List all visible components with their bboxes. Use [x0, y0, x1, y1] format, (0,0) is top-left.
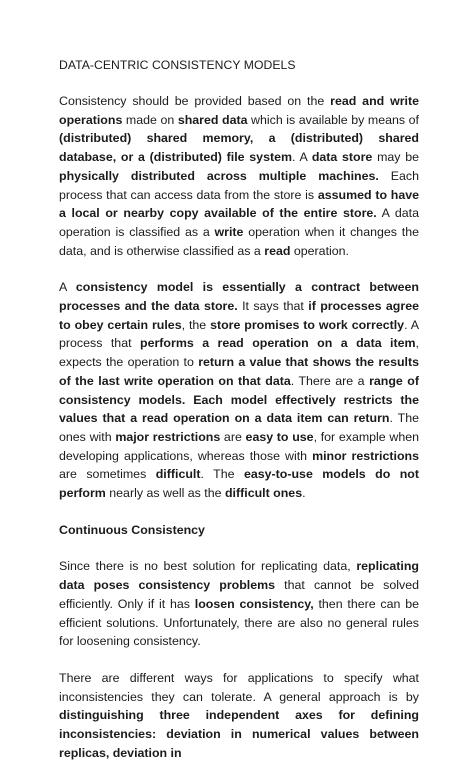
- text-run: Each process that can access data from the store is: [59, 168, 420, 202]
- text-run: , expects the operation to: [59, 336, 419, 370]
- text-run: , for example when developing applications, whereas those with: [59, 429, 420, 463]
- bold-text-run: major restrictions: [115, 429, 221, 444]
- text-run: operation when it changes the data, and is otherwise classified as a: [59, 224, 419, 258]
- paragraph: [59, 92, 419, 260]
- text-run: that cannot be solved efficiently. Only if it has: [59, 578, 419, 611]
- text-run: . A: [292, 150, 312, 165]
- bold-text-run: store promises to work correctly: [210, 317, 405, 332]
- text-run: It says that: [237, 299, 309, 314]
- text-run: , the: [181, 317, 211, 332]
- bold-text-run: difficult: [155, 467, 201, 482]
- text-run: are: [220, 429, 246, 444]
- text-run: which is available by means of: [247, 112, 419, 127]
- text-run: . The ones with: [59, 411, 420, 444]
- bold-text-run: performs a read operation on a data item: [140, 336, 416, 351]
- bold-text-run: read: [264, 243, 291, 258]
- paragraph: [59, 669, 419, 763]
- bold-text-run: difficult ones: [224, 486, 303, 501]
- paragraph: [59, 278, 419, 502]
- bold-text-run: replicating data poses consistency problems: [59, 559, 419, 593]
- bold-text-run: distinguishing three independent axes for defining inconsistencies: deviation in numerical values between replicas, deviation in: [59, 708, 419, 760]
- bold-text-run: (distributed) shared memory, a (distributed) shared database, or a (distributed) file system: [59, 131, 419, 165]
- text-run: . A process that: [59, 317, 419, 351]
- text-run: A: [59, 280, 76, 295]
- bold-text-run: write: [214, 224, 244, 239]
- text-run: then there can be efficient solutions. Unfortunately, there are also no general rules for loosening consistency.: [59, 596, 419, 649]
- text-run: Consistency should be provided based on the: [59, 94, 331, 108]
- text-run: may be: [372, 150, 419, 165]
- bold-text-run: if processes agree to obey certain rules: [59, 299, 419, 332]
- bold-text-run: read and write operations: [59, 94, 419, 127]
- text-run: operation.: [290, 243, 349, 258]
- bold-text-run: range of consistency models. Each model effectively restricts the values that a read operation on a data item can return: [59, 373, 419, 426]
- text-run: are sometimes: [59, 467, 156, 482]
- bold-text-run: easy-to-use models do not perform: [59, 467, 419, 501]
- paragraph: [59, 557, 419, 651]
- page-title: DATA-CENTRIC CONSISTENCY MODELS: [59, 58, 296, 72]
- bold-text-run: shared data: [177, 112, 248, 127]
- bold-text-run: loosen consistency,: [194, 596, 314, 611]
- bold-text-run: physically distributed across multiple machines.: [59, 168, 379, 183]
- bold-text-run: easy to use: [245, 429, 314, 444]
- text-run: . There are a: [290, 373, 370, 388]
- text-run: nearly as well as the: [105, 486, 225, 501]
- bold-text-run: assumed to have a local or nearby copy available of the entire store.: [59, 187, 419, 221]
- text-run: .: [302, 486, 306, 501]
- text-run: made on: [122, 112, 178, 127]
- bold-text-run: minor restrictions: [312, 448, 419, 463]
- bold-text-run: data store: [311, 150, 373, 165]
- bold-text-run: consistency model is essentially a contract between processes and the data store.: [59, 280, 419, 314]
- text-run: . The: [200, 467, 244, 482]
- text-run: There are different ways for applications to specify what inconsistencies they can tolerate. A general approach is by: [59, 670, 419, 704]
- text-run: Since there is no best solution for replicating data,: [59, 559, 357, 574]
- section-heading: Continuous Consistency: [59, 522, 205, 537]
- bold-text-run: return a value that shows the results of the last write operation on that data: [59, 355, 419, 388]
- text-run: A data operation is classified as a: [59, 206, 419, 239]
